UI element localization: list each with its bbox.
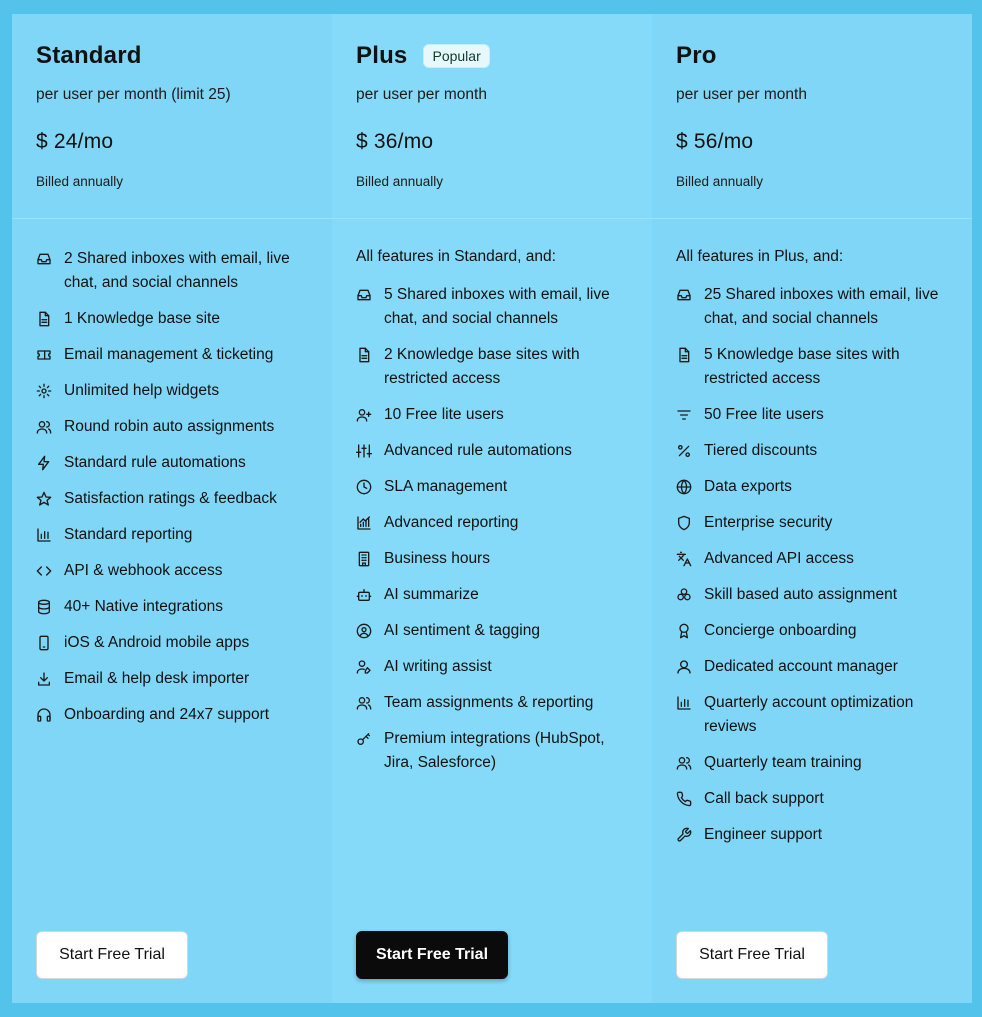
feature-text: 25 Shared inboxes with email, live chat, and social channels (704, 286, 939, 327)
feature-text: Tiered discounts (704, 442, 818, 459)
document-icon (356, 347, 372, 363)
feature-item (676, 547, 948, 571)
feature-item (356, 619, 628, 643)
feature-intro: All features in Plus, and: (676, 248, 844, 265)
feature-text: Satisfaction ratings & feedback (64, 490, 277, 507)
feature-text: 10 Free lite users (384, 406, 504, 423)
feature-item (36, 307, 308, 331)
feature-item (676, 403, 948, 427)
feature-text: Call back support (704, 790, 824, 807)
feature-item (356, 547, 628, 571)
feature-item (676, 619, 948, 643)
feature-item (36, 247, 308, 295)
plan-title: Plus (356, 42, 408, 69)
feature-text: AI writing assist (384, 658, 492, 675)
feature-text: Skill based auto assignment (704, 586, 898, 603)
document-icon (676, 347, 692, 363)
feature-text: Standard reporting (64, 526, 193, 543)
award-icon (676, 623, 692, 639)
start-free-trial-button-plus[interactable]: Start Free Trial (356, 931, 508, 979)
plan-header (652, 14, 972, 219)
plan-billing: Billed annually (356, 174, 444, 189)
feature-text: API & webhook access (64, 562, 223, 579)
feature-text: 2 Knowledge base sites with restricted access (384, 346, 580, 387)
plan-standard (12, 14, 332, 1003)
star-icon (36, 491, 52, 507)
feature-item (356, 343, 628, 391)
database-icon (36, 599, 52, 615)
feature-item (356, 727, 628, 775)
feature-text: AI summarize (384, 586, 479, 603)
phone-icon (676, 791, 692, 807)
plan-header (12, 14, 332, 219)
feature-text: Dedicated account manager (704, 658, 898, 675)
feature-text: 5 Shared inboxes with email, live chat, and social channels (384, 286, 610, 327)
feature-list (332, 219, 652, 775)
feature-text: Standard rule automations (64, 454, 246, 471)
mobile-icon (36, 635, 52, 651)
feature-item (36, 631, 308, 655)
plan-price: $ 24/mo (36, 130, 114, 153)
feature-list (12, 219, 332, 727)
start-free-trial-button-standard[interactable]: Start Free Trial (36, 931, 188, 979)
inbox-icon (676, 287, 692, 303)
bar-chart-icon (36, 527, 52, 543)
plan-title: Pro (676, 42, 717, 69)
feature-text: Unlimited help widgets (64, 382, 220, 399)
feature-text: Data exports (704, 478, 792, 495)
plan-billing: Billed annually (36, 174, 124, 189)
feature-item (356, 283, 628, 331)
plan-price: $ 36/mo (356, 130, 434, 153)
feature-item (356, 691, 628, 715)
download-icon (36, 671, 52, 687)
feature-text: Quarterly team training (704, 754, 862, 771)
feature-item (36, 451, 308, 475)
feature-item (36, 343, 308, 367)
popular-badge: Popular (423, 44, 489, 68)
trend-chart-icon (356, 515, 372, 531)
filter-icon (676, 407, 692, 423)
plan-subtitle: per user per month (limit 25) (36, 86, 231, 103)
feature-item (36, 487, 308, 511)
user-pen-icon (356, 659, 372, 675)
feature-text: Email & help desk importer (64, 670, 250, 687)
gear-icon (36, 383, 52, 399)
start-free-trial-button-pro[interactable]: Start Free Trial (676, 931, 828, 979)
feature-item (676, 511, 948, 535)
feature-text: Round robin auto assignments (64, 418, 275, 435)
bar-chart-icon (676, 695, 692, 711)
feature-text: Onboarding and 24x7 support (64, 706, 270, 723)
feature-list (652, 219, 972, 847)
bot-icon (356, 587, 372, 603)
feature-item (676, 691, 948, 739)
user-plus-icon (356, 407, 372, 423)
feature-item (36, 667, 308, 691)
feature-item (356, 403, 628, 427)
feature-item (676, 583, 948, 607)
wrench-icon (676, 827, 692, 843)
feature-item (36, 703, 308, 727)
feature-text: 50 Free lite users (704, 406, 824, 423)
feature-text: Premium integrations (HubSpot, Jira, Salesforce) (384, 730, 605, 771)
key-icon (356, 731, 372, 747)
document-icon (36, 311, 52, 327)
feature-item (676, 475, 948, 499)
feature-item (356, 655, 628, 679)
feature-text: Business hours (384, 550, 490, 567)
feature-text: 2 Shared inboxes with email, live chat, and social channels (64, 250, 290, 291)
pricing-panel (12, 14, 972, 1003)
building-icon (356, 551, 372, 567)
feature-item (676, 655, 948, 679)
translate-icon (676, 551, 692, 567)
feature-text: Concierge onboarding (704, 622, 857, 639)
headphones-icon (36, 707, 52, 723)
sliders-icon (356, 443, 372, 459)
clock-icon (356, 479, 372, 495)
feature-item (36, 523, 308, 547)
inbox-icon (36, 251, 52, 267)
feature-item (676, 823, 948, 847)
feature-intro: All features in Standard, and: (356, 248, 556, 265)
feature-text: Team assignments & reporting (384, 694, 594, 711)
feature-item (676, 439, 948, 463)
plan-pro (652, 14, 972, 1003)
feature-item (676, 787, 948, 811)
users-icon (36, 419, 52, 435)
feature-text: Advanced API access (704, 550, 854, 567)
feature-text: Email management & ticketing (64, 346, 274, 363)
plan-title: Standard (36, 42, 142, 69)
feature-text: AI sentiment & tagging (384, 622, 540, 639)
feature-item (36, 595, 308, 619)
feature-item (676, 751, 948, 775)
feature-item (356, 583, 628, 607)
feature-text: 40+ Native integrations (64, 598, 223, 615)
feature-item (36, 559, 308, 583)
globe-icon (676, 479, 692, 495)
code-icon (36, 563, 52, 579)
feature-text: Advanced reporting (384, 514, 519, 531)
inbox-icon (356, 287, 372, 303)
feature-item (36, 415, 308, 439)
shield-icon (676, 515, 692, 531)
plan-subtitle: per user per month (676, 86, 807, 103)
ticket-icon (36, 347, 52, 363)
users-icon (356, 695, 372, 711)
plan-header (332, 14, 652, 219)
feature-item (356, 475, 628, 499)
feature-text: Engineer support (704, 826, 823, 843)
feature-item (36, 379, 308, 403)
feature-text: Enterprise security (704, 514, 833, 531)
feature-text: iOS & Android mobile apps (64, 634, 250, 651)
lightning-icon (36, 455, 52, 471)
feature-item (676, 343, 948, 391)
user-circle-icon (356, 623, 372, 639)
users-icon (676, 755, 692, 771)
feature-text: 5 Knowledge base sites with restricted access (704, 346, 900, 387)
feature-text: Advanced rule automations (384, 442, 572, 459)
feature-item (356, 439, 628, 463)
plan-billing: Billed annually (676, 174, 764, 189)
feature-text: SLA management (384, 478, 508, 495)
plan-price: $ 56/mo (676, 130, 754, 153)
feature-text: 1 Knowledge base site (64, 310, 220, 327)
cluster-icon (676, 587, 692, 603)
plan-plus (332, 14, 652, 1003)
feature-item (676, 283, 948, 331)
plan-subtitle: per user per month (356, 86, 487, 103)
user-icon (676, 659, 692, 675)
percent-icon (676, 443, 692, 459)
feature-item (356, 511, 628, 535)
feature-text: Quarterly account optimization reviews (704, 694, 914, 735)
